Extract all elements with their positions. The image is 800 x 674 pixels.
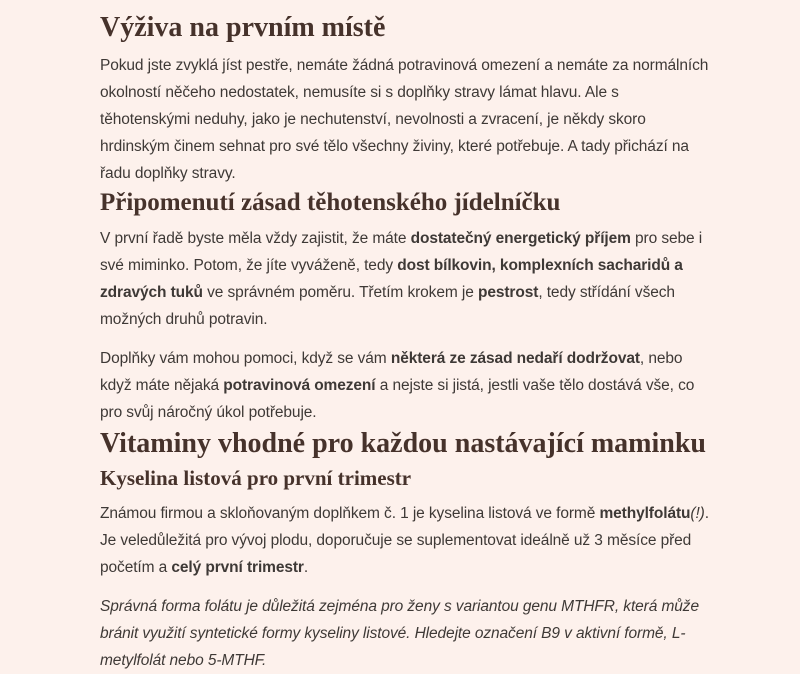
text-run: pestrost: [477, 284, 539, 301]
text-run: pro sebe i své miminko. Potom, že jíte vyváženě, tedy: [100, 230, 703, 274]
text-run: dost bílkovin, komplexních sacharidů a zdravých tuků: [100, 257, 683, 301]
text-run: potravinová omezení: [223, 377, 376, 394]
text-run: dostatečný energetický příjem: [410, 230, 631, 247]
text-run: Známou firmou a skloňovaným doplňkem č. 1 je kyselina listová ve formě: [100, 505, 600, 522]
text-run: . Je veledůležitá pro vývoj plodu, doporučuje se suplementovat ideálně už 3 měsíce před početím a: [100, 505, 709, 576]
subsection-heading-folic-acid: Kyselina listová pro první trimestr: [100, 466, 412, 490]
text-run: Doplňky vám mohou pomoci, když se vám: [100, 350, 391, 367]
text-run: (!): [690, 505, 705, 522]
folic-acid-italic-note: [100, 593, 712, 674]
article-title: Výživa na prvním místě: [100, 12, 386, 43]
text-run: V první řadě byste měla vždy zajistit, že máte: [100, 230, 411, 247]
section-heading-vitamins: Vitaminy vhodné pro každou nastávající maminku: [100, 428, 706, 459]
text-run: Správná forma folátu je důležitá zejména pro ženy s variantou genu MTHFR, která může bránit využití syntetické formy kyseliny listové. Hledejte označení B9 v aktivní formě, L-metylfolát nebo 5-MTHF.: [100, 598, 699, 669]
text-run: ve správném poměru. Třetím krokem je: [202, 284, 478, 301]
section-heading-diet-principles: Připomenutí zásad těhotenského jídelníčku: [100, 189, 561, 216]
intro-paragraph: [100, 52, 712, 187]
folic-acid-paragraph: [100, 500, 712, 581]
text-run: některá ze zásad nedaří dodržovat: [390, 350, 640, 367]
text-run: a nejste si jistá, jestli vaše tělo dostává vše, co pro svůj náročný úkol potřebuje.: [100, 377, 695, 421]
text-run: methylfolátu: [599, 505, 691, 522]
text-run: celý první trimestr: [171, 559, 304, 576]
text-run: Pokud jste zvyklá jíst pestře, nemáte žádná potravinová omezení a nemáte za normálních okolností něčeho nedostatek, nemusíte si s doplňky stravy lámat hlavu. Ale s těhotenskými neduhy, jako je nechutenství, nevolnosti a zvracení, je někdy skoro hrdinským činem sehnat pro své tělo všechny živiny, které potřebuje. A tady přichází na řadu doplňky stravy.: [100, 57, 709, 182]
diet-principles-paragraph-2: [100, 345, 712, 426]
text-run: , nebo když máte nějaká: [100, 350, 683, 394]
diet-principles-paragraph-1: [100, 225, 712, 333]
text-run: , tedy střídání všech možných druhů potravin.: [100, 284, 675, 328]
text-run: .: [303, 559, 309, 576]
